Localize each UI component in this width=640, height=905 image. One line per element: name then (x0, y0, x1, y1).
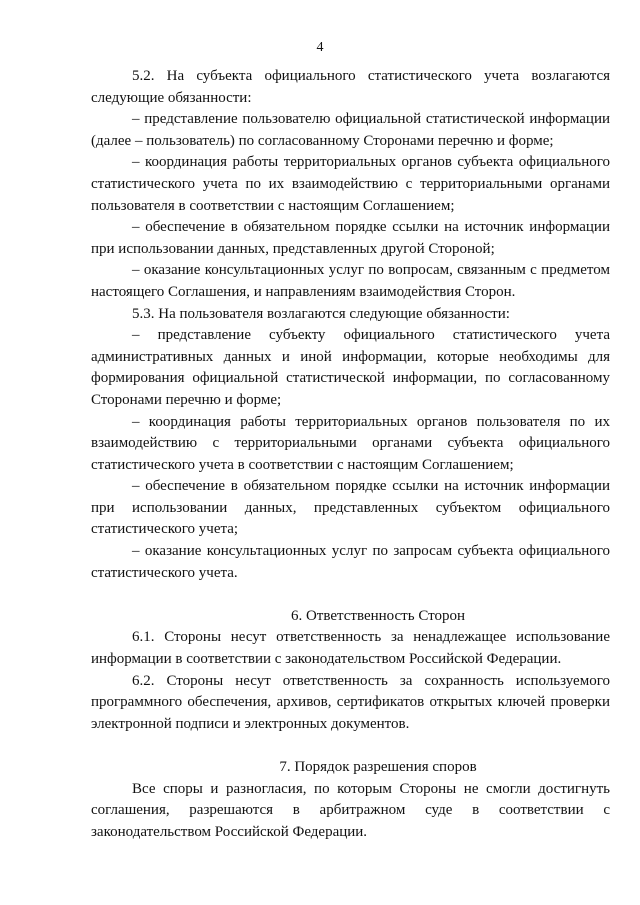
section-6-heading: 6. Ответственность Сторон (290, 607, 466, 624)
list-item: – представление пользователю официальной статистической информации (далее – пользователь) по согласованному Сторонами перечню и форме; (91, 111, 610, 149)
list-item: – обеспечение в обязательном порядке ссылки на источник информации при использовании данных, представленных другой Стороной; (91, 219, 610, 257)
spacer (91, 584, 610, 606)
clause-6-1: 6.1. Стороны несут ответственность за ненадлежащее использование информации в соответствии с законодательством Российской Федерации. (91, 629, 610, 668)
spacer (91, 735, 610, 757)
page-number: 4 (316, 40, 324, 55)
list-item: – представление субъекту официального статистического учета административных данных и иной информации, которые необходимы для формирования официальной статистической информации, по согласованному Сторонами перечню и форме; (91, 327, 610, 408)
section-7-heading: 7. Порядок разрешения споров (279, 759, 477, 775)
list-item: – координация работы территориальных органов пользователя по их взаимодействию с территориальными органами субъекта официального статистического учета в соответствии с настоящим Соглашением; (91, 413, 610, 473)
clause-5-2: 5.2. На субъекта официального статистического учета возлагаются следующие обязанности: (91, 68, 610, 106)
list-item: – координация работы территориальных органов субъекта официального статистического учета по их взаимодействию с территориальными органами пользователя в соответствии с настоящим Соглашением; (91, 154, 610, 214)
list-item: – оказание консультационных услуг по запросам субъекта официального статистического учета. (91, 543, 610, 581)
clause-5-3: 5.3. На пользователя возлагаются следующие обязанности: (132, 305, 510, 322)
list-item: – обеспечение в обязательном порядке ссылки на источник информации при использовании данных, представленных субъектом официального статистического учета; (91, 478, 610, 538)
list-item: – оказание консультационных услуг по вопросам, связанным с предметом настоящего Соглашения, и направлениям взаимодействия Сторон. (91, 262, 610, 300)
clause-6-2: 6.2. Стороны несут ответственность за сохранность используемого программного обеспечения, архивов, сертификатов открытых ключей проверки электронной подписи и электронных документов. (91, 672, 610, 732)
document-body (91, 66, 610, 843)
clause-7-text: Все споры и разногласия, по которым Стороны не смогли достигнуть соглашения, разрешаются в арбитражном суде в соответствии с законодательством Российской Федерации. (91, 780, 610, 840)
